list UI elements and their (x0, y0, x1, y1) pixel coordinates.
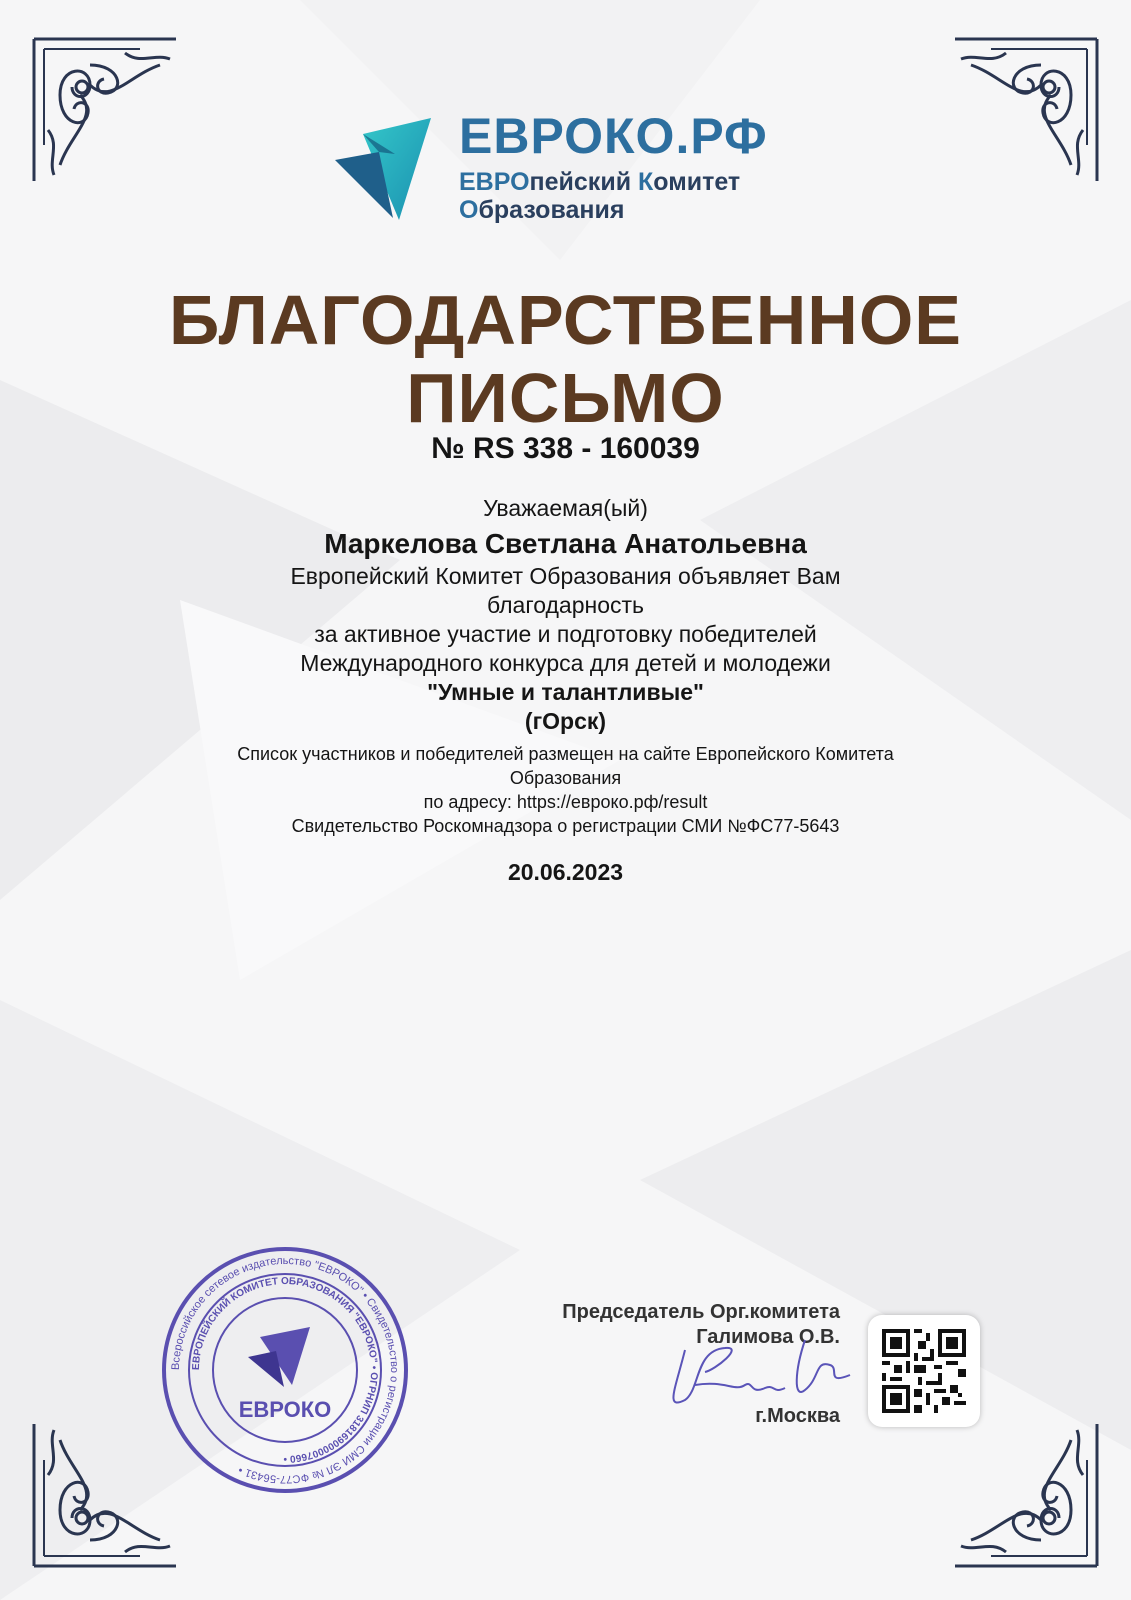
document-title-line1: БЛАГОДАРСТВЕННОЕ (169, 281, 962, 359)
svg-text:ЕВРОПЕЙСКИЙ КОМИТЕТ ОБРАЗОВАНИ: ЕВРОПЕЙСКИЙ КОМИТЕТ ОБРАЗОВАНИЯ "ЕВРОКО" • ОГРНИП 318169000007660 • (190, 1275, 380, 1465)
body-line-1: Европейский Комитет Образования объявляет Вам (290, 563, 841, 589)
note-line-2: Образования (509, 768, 622, 788)
ornament-corner-icon (951, 35, 1101, 185)
note-line-3: по адресу: https://евроко.рф/result (423, 792, 708, 812)
greeting: Уважаемая(ый) (483, 495, 648, 521)
qr-code-card (868, 1315, 980, 1427)
recipient-name: Маркелова Светлана Анатольевна (324, 528, 807, 559)
issue-date: 20.06.2023 (507, 859, 624, 885)
contest-city: (гОрск) (524, 708, 607, 734)
brand-logo (335, 108, 805, 228)
body-line-2: благодарность (486, 592, 645, 618)
signatory-name: Галимова О.В. (696, 1326, 840, 1348)
document-number: № RS 338 - 160039 (431, 432, 700, 465)
signatory-role: Председатель Орг.комитета (562, 1301, 840, 1323)
document-title-line2: ПИСЬМО (406, 359, 725, 437)
svg-text:Всероссийское сетевое издатель: Всероссийское сетевое издательство "ЕВРОКО" • Свидетельство о регистрации СМИ ЭЛ № ФС77-56431 • (169, 1254, 401, 1486)
note-line-4: Свидетельство Роскомнадзора о регистрации СМИ №ФС77-5643 (291, 816, 840, 836)
brand-name: ЕВРОКО.РФ (459, 108, 768, 164)
ornament-corner-icon (951, 1420, 1101, 1570)
official-stamp (160, 1245, 410, 1495)
triangle-logo-icon (335, 114, 435, 222)
contest-name: "Умные и талантливые" (427, 679, 704, 705)
qr-code-icon (882, 1329, 966, 1413)
body-line-4: Международного конкурса для детей и молодежи (300, 650, 831, 676)
ornament-corner-icon (30, 35, 180, 185)
signatory-city: г.Москва (755, 1405, 840, 1427)
note-line-1: Список участников и победителей размещен на сайте Европейского Комитета (237, 744, 894, 764)
stamp-center-label: ЕВРОКО (238, 1397, 332, 1422)
brand-subtitle: ЕВРОпейский Комитет Образования (459, 168, 741, 224)
ornament-corner-icon (30, 1420, 180, 1570)
body-line-3: за активное участие и подготовку победителей (314, 621, 817, 647)
